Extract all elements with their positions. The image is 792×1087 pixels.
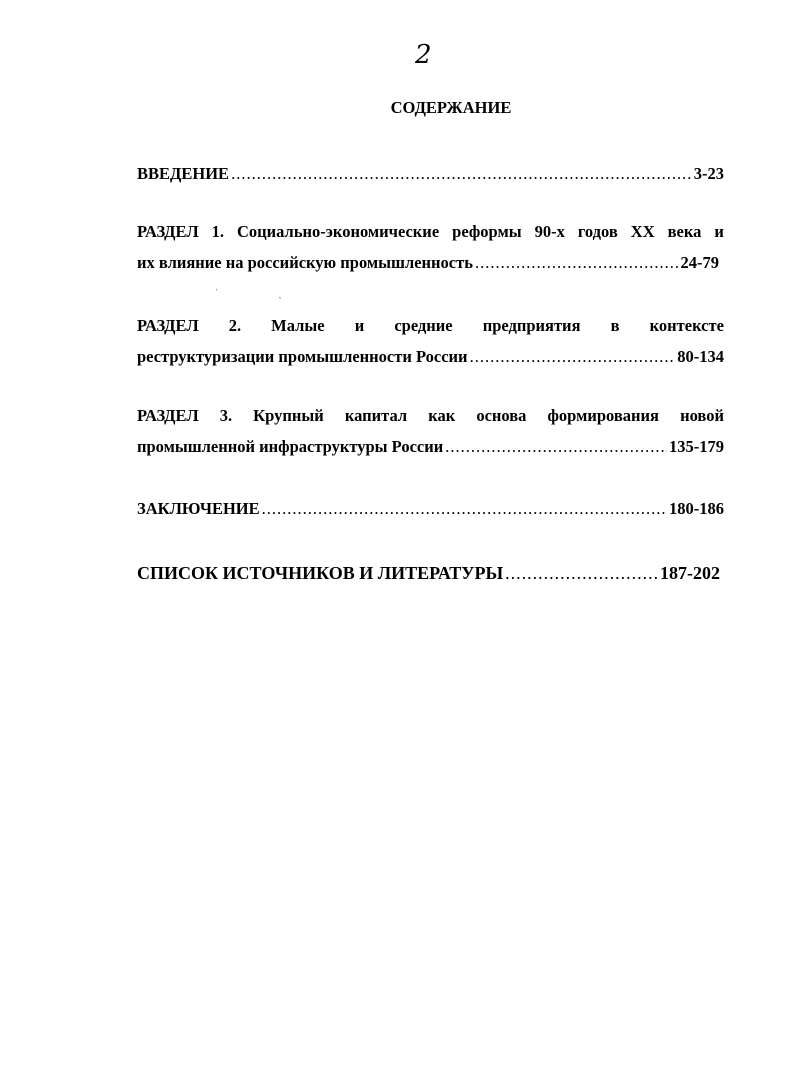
word: годов bbox=[577, 222, 618, 241]
toc-entry-pages: 187-202 bbox=[660, 563, 720, 583]
toc-entry-section-2[interactable] bbox=[137, 310, 724, 372]
speck-mark: ˏ bbox=[278, 288, 342, 299]
toc-entry-pages: 3-23 bbox=[693, 164, 724, 183]
word: и bbox=[354, 316, 365, 335]
word: формирования bbox=[547, 406, 659, 425]
toc-entry-pages: 24-79 bbox=[680, 253, 719, 272]
word: РАЗДЕЛ bbox=[137, 316, 199, 335]
word: средние bbox=[394, 316, 453, 335]
word: Малые bbox=[271, 316, 325, 335]
dot-leader bbox=[445, 431, 667, 462]
dot-leader bbox=[475, 247, 679, 278]
toc-entry-pages: 180-186 bbox=[669, 499, 724, 518]
toc-entry-introduction[interactable] bbox=[137, 158, 724, 189]
scan-specks bbox=[215, 288, 342, 299]
toc-entry-label: СПИСОК ИСТОЧНИКОВ И ЛИТЕРАТУРЫ bbox=[137, 563, 504, 583]
toc-entry-label: их влияние на российскую промышленность bbox=[137, 253, 473, 272]
word: 3. bbox=[219, 406, 233, 425]
word: контексте bbox=[649, 316, 724, 335]
speck-mark: ˈ bbox=[215, 288, 279, 299]
page-number: 2 bbox=[415, 40, 432, 70]
word: Социально-экономические bbox=[236, 222, 440, 241]
word: РАЗДЕЛ bbox=[137, 406, 199, 425]
word: реформы bbox=[452, 222, 522, 241]
toc-entry-section-1[interactable] bbox=[137, 216, 724, 278]
toc-entry-label: ЗАКЛЮЧЕНИЕ bbox=[137, 499, 260, 518]
dot-leader bbox=[470, 341, 676, 372]
toc-entry-pages: 135-179 bbox=[669, 437, 724, 456]
dot-leader bbox=[231, 158, 692, 189]
word: новой bbox=[680, 406, 724, 425]
page-title: СОДЕРЖАНИЕ bbox=[390, 98, 512, 117]
word: РАЗДЕЛ bbox=[137, 222, 199, 241]
word: в bbox=[610, 316, 620, 335]
word: Крупный bbox=[253, 406, 324, 425]
word: 2. bbox=[228, 316, 242, 335]
toc-entry-conclusion[interactable] bbox=[137, 493, 724, 524]
word: основа bbox=[476, 406, 527, 425]
word: века bbox=[667, 222, 702, 241]
toc-entry-section-3[interactable] bbox=[137, 400, 724, 462]
word: капитал bbox=[344, 406, 408, 425]
word: и bbox=[714, 222, 724, 241]
word: 1. bbox=[211, 222, 224, 241]
toc-entry-label: промышленной инфраструктуры России bbox=[137, 437, 444, 456]
word: XX bbox=[630, 222, 655, 241]
toc-entry-sources[interactable] bbox=[137, 558, 720, 589]
toc-entry-title-line bbox=[137, 310, 724, 341]
word: как bbox=[428, 406, 456, 425]
word: предприятия bbox=[482, 316, 581, 335]
word: 90-х bbox=[534, 222, 565, 241]
toc-entry-label: ВВЕДЕНИЕ bbox=[137, 164, 230, 183]
toc-entry-pages: 80-134 bbox=[677, 347, 724, 366]
dot-leader bbox=[262, 493, 667, 524]
dot-leader bbox=[505, 558, 658, 589]
toc-entry-title-line bbox=[137, 400, 724, 431]
toc-entry-title-line bbox=[137, 216, 724, 247]
toc-entry-label: реструктуризации промышленности России bbox=[137, 347, 468, 366]
